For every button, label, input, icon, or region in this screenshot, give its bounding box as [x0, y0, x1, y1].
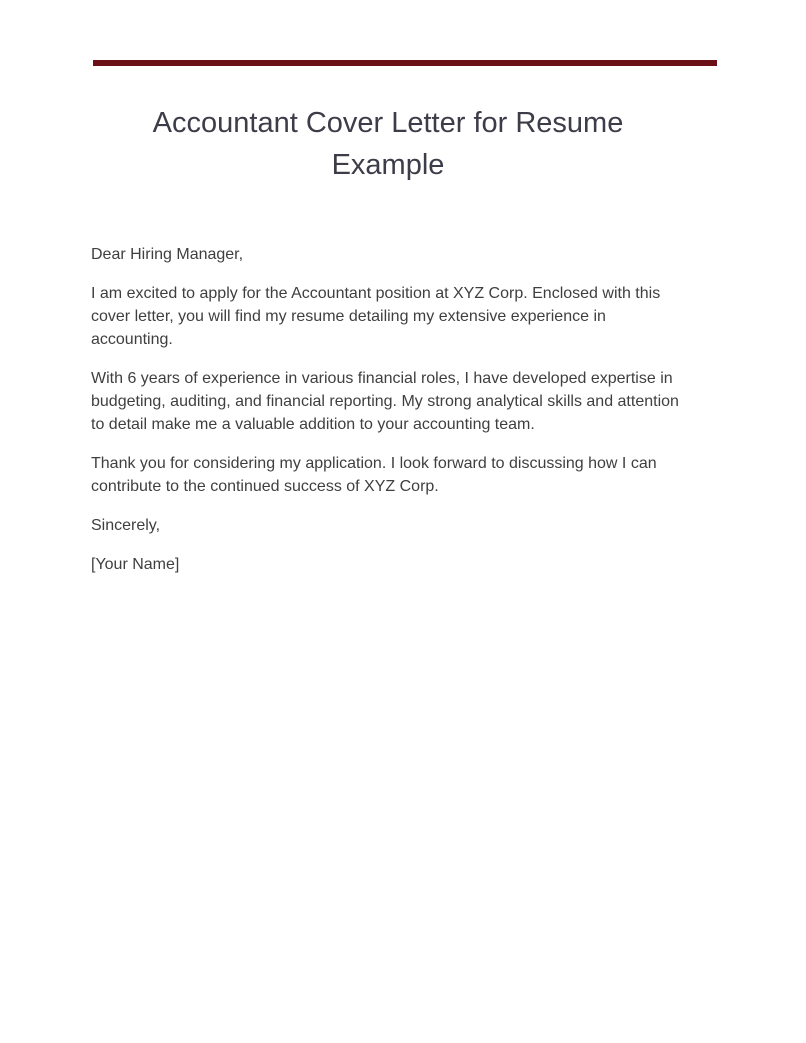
closing: Sincerely,	[91, 517, 161, 534]
salutation: Dear Hiring Manager,	[91, 246, 244, 263]
letter-body	[91, 243, 691, 592]
signature: [Your Name]	[91, 556, 180, 573]
paragraph-thanks: Thank you for considering my application. I look forward to discussing how I can contribute to the continued success of XYZ Corp.	[91, 455, 657, 495]
header-divider	[93, 60, 717, 66]
document-title: Accountant Cover Letter for Resume Example	[152, 107, 624, 181]
paragraph-experience: With 6 years of experience in various financial roles, I have developed expertise in budgeting, auditing, and financial reporting. My strong analytical skills and attention to detail make me a valuable addition to your accounting team.	[91, 370, 679, 433]
paragraph-intro: I am excited to apply for the Accountant position at XYZ Corp. Enclosed with this cover letter, you will find my resume detailing my extensive experience in accounting.	[91, 285, 661, 348]
